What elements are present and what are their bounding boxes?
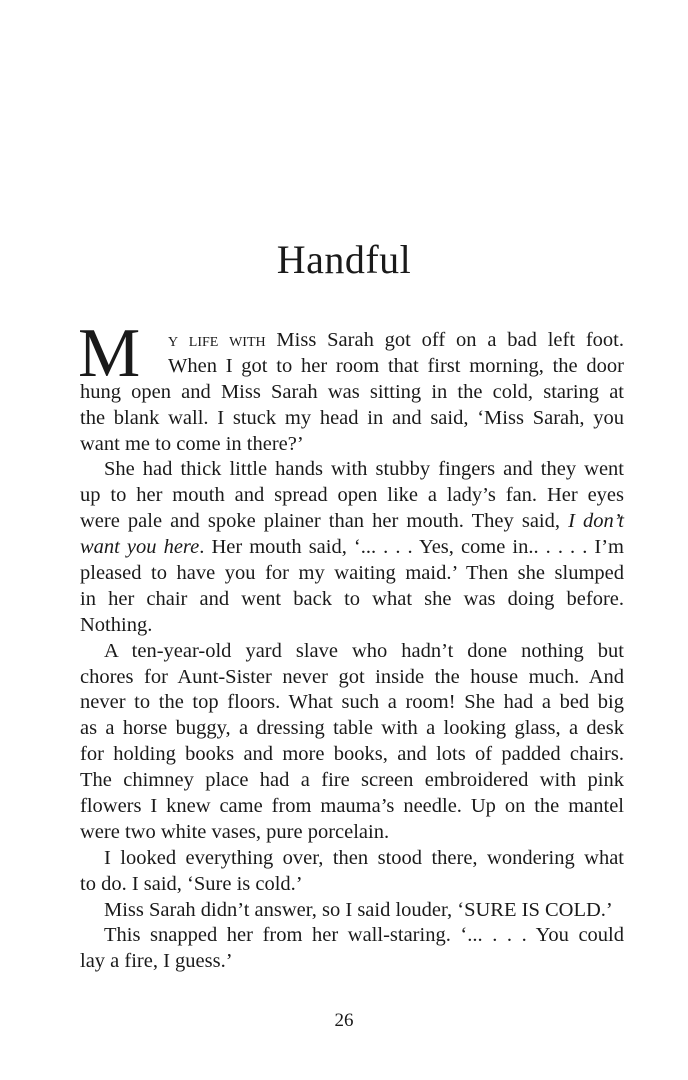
text-segment: in her chair and went back to what she was doing before. [80,587,624,610]
italic-text: want you here [80,536,200,559]
page-number: 26 [334,1010,354,1031]
text-line [80,820,624,846]
text-segment: flowers I knew came from mauma’s needle. Up on the mantel [80,795,624,818]
chapter-body [78,315,624,975]
text-line [80,354,624,380]
text-segment: lay a fire, I guess.’ [80,950,233,973]
text-line [80,794,624,820]
text-segment: hung open and Miss Sarah was sitting in the cold, staring at [80,380,624,403]
text-line [80,949,624,975]
text-segment: up to her mouth and spread open like a lady’s fan. Her eyes [80,484,624,507]
text-line [80,923,624,949]
text-line [80,613,624,639]
text-line [80,639,624,665]
text-segment: to do. I said, ‘Sure is cold.’ [80,872,303,895]
text-line [80,380,624,406]
text-segment: chores for Aunt-Sister never got inside the house much. And [80,665,624,688]
text-segment: When I got to her room that first morning, the door [168,354,624,377]
text-line [80,716,624,742]
text-line [80,665,624,691]
text-segment: Nothing. [80,613,153,636]
text-segment: Miss Sarah didn’t answer, so I said louder, ‘SURE IS COLD.’ [104,898,613,921]
text-line [80,742,624,768]
text-line [80,483,624,509]
text-line [80,846,624,872]
text-line [80,690,624,716]
text-segment: for holding books and more books, and lots of padded chairs. [80,743,624,766]
text-segment: I looked everything over, then stood there, wondering what [104,846,624,869]
text-line [80,406,624,432]
text-segment: Miss Sarah got off on a bad left foot. [265,329,624,351]
text-segment: as a horse buggy, a dressing table with a looking glass, a desk [80,717,624,740]
chapter-title: Handful [276,237,412,282]
text-segment: . Her mouth said, ‘... . . . Yes, come in.. . . . . I’m [199,536,624,559]
drop-cap: M [78,315,141,392]
text-segment: pleased to have you for my waiting maid.’ Then she slumped [80,562,624,585]
italic-text: I don’t [568,510,624,533]
text-line [80,432,624,458]
text-line [80,535,624,561]
text-segment: This snapped her from her wall-staring. ‘... . . . You could [104,924,624,947]
text-line [80,509,624,535]
text-segment: The chimney place had a fire screen embroidered with pink [80,769,624,792]
text-segment: were pale and spoke plainer than her mouth. They said, [80,510,569,533]
text-segment: the blank wall. I stuck my head in and said, ‘Miss Sarah, you [80,406,624,429]
text-segment: never to the top floors. What such a room! She had a bed big [80,691,624,714]
text-segment: She had thick little hands with stubby fingers and they went [104,458,624,481]
text-line [80,768,624,794]
text-segment: A ten-year-old yard slave who hadn’t done nothing but [104,639,624,662]
text-line [80,587,624,613]
text-segment: were two white vases, pure porcelain. [80,820,390,843]
text-line [80,561,624,587]
text-line [80,872,624,898]
lead-small-caps: y life with [168,329,266,351]
text-line [80,328,624,354]
text-line [80,457,624,483]
text-line [80,898,624,924]
text-segment: want me to come in there?’ [80,432,304,455]
